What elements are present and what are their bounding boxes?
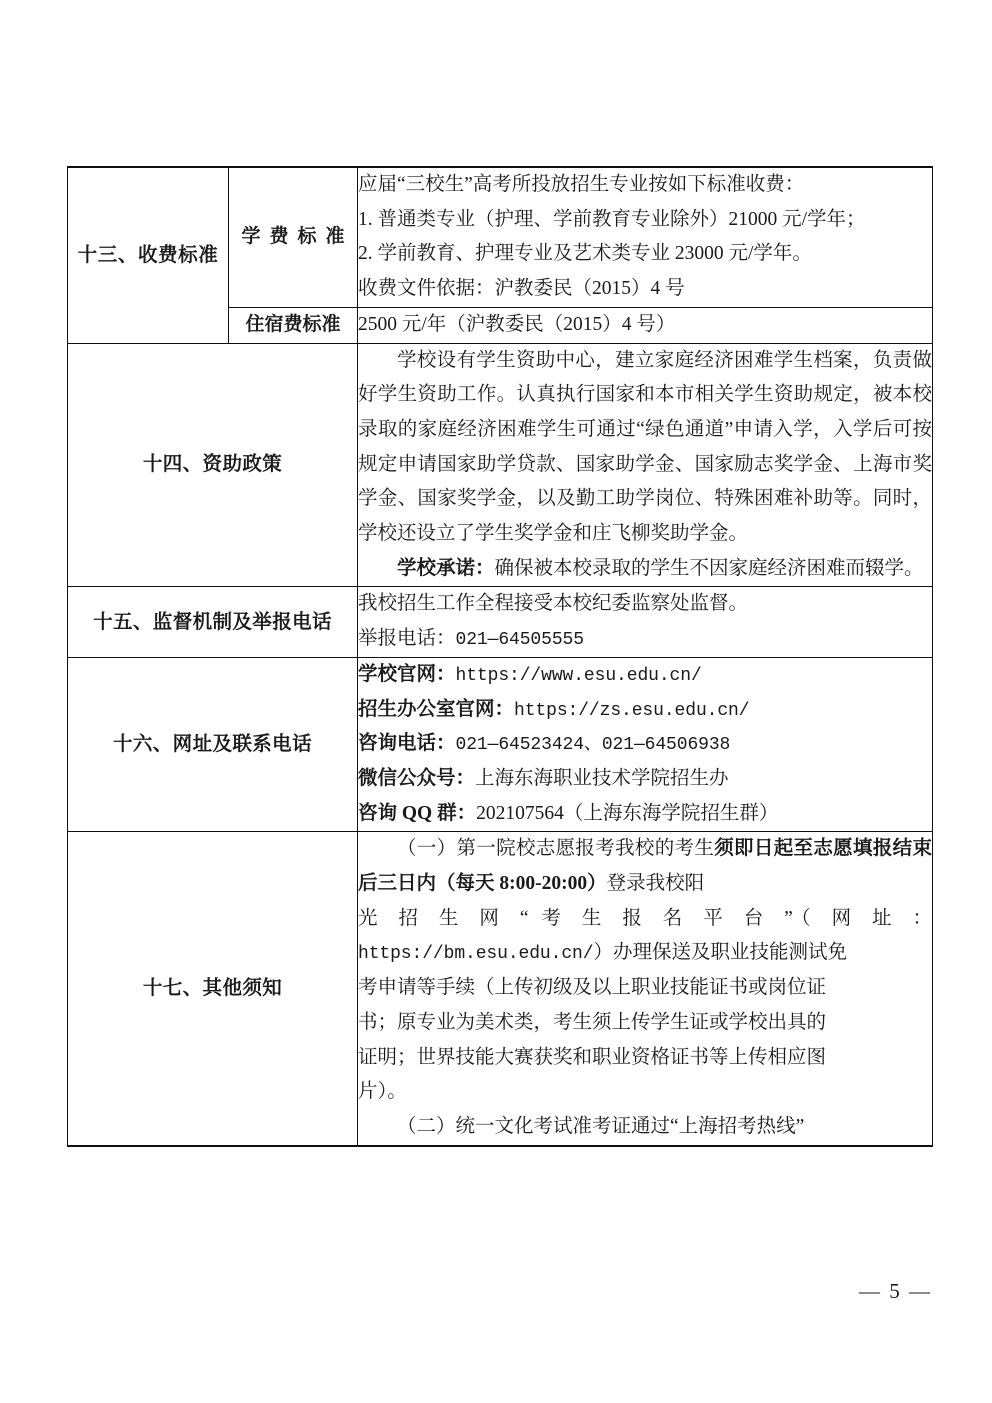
contact-key-official-website: 学校官网： bbox=[358, 663, 456, 685]
contact-official-website bbox=[358, 658, 932, 693]
tuition-line-3: 2. 学前教育、护理专业及艺术类专业 23000 元/学年。 bbox=[358, 243, 812, 265]
contact-qq-group bbox=[358, 797, 932, 832]
supervision-line-2 bbox=[358, 622, 932, 657]
contact-value-wechat: 上海东海职业技术学院招生办 bbox=[475, 767, 729, 789]
table-row-fee-tuition bbox=[68, 167, 933, 307]
notice-line-platform: 光 招 生 网 “ 考 生 报 名 平 台 ”（ 网 址 ： bbox=[358, 907, 932, 929]
notice-line-7: 片）。 bbox=[358, 1081, 407, 1103]
cell-dorm-content bbox=[358, 307, 933, 343]
sub-label-dorm-standard: 住宿费标准 bbox=[229, 307, 358, 343]
row-label-website-and-contacts: 十六、网址及联系电话 bbox=[68, 657, 358, 832]
contact-phone bbox=[358, 727, 932, 762]
contact-key-phone: 咨询电话： bbox=[358, 733, 456, 755]
report-phone-value: 021—64505555 bbox=[455, 630, 584, 651]
page-number: — 5 — bbox=[859, 1279, 932, 1303]
admission-info-table bbox=[67, 166, 933, 1147]
notice-line-5: 书；原专业为美术类，考生须上传学生证或学校出具的 bbox=[358, 1011, 827, 1033]
notice-line-url bbox=[358, 936, 932, 971]
tuition-line-4: 收费文件依据：沪教委民（2015）4 号 bbox=[358, 278, 685, 300]
cell-financial-aid-content bbox=[358, 343, 933, 587]
notice-line-6: 证明；世界技能大赛获奖和职业资格证书等上传相应图 bbox=[358, 1046, 827, 1068]
dorm-line-1: 2500 元/年（沪教委民（2015）4 号） bbox=[358, 313, 676, 335]
contact-admissions-website bbox=[358, 693, 932, 728]
contact-value-qq-group: 202107564（上海东海学院招生群） bbox=[476, 802, 779, 824]
cell-tuition-content bbox=[358, 167, 933, 307]
notice-paragraph-1 bbox=[358, 832, 932, 901]
contact-key-qq-group: 咨询 QQ 群： bbox=[358, 802, 477, 824]
tuition-line-2: 1. 普通类专业（护理、学前教育专业除外）21000 元/学年； bbox=[358, 208, 866, 230]
cell-supervision-content bbox=[358, 587, 933, 657]
notice-text-bold: 须即日起至志愿填报结束后三日内（每天 8:00-20:00） bbox=[358, 838, 932, 895]
contact-key-admissions-website: 招生办公室官网： bbox=[358, 698, 515, 720]
contact-wechat bbox=[358, 762, 932, 797]
aid-promise-text: 确保被本校录取的学生不因家庭经济困难而辍学。 bbox=[494, 557, 924, 579]
supervision-line-1: 我校招生工作全程接受本校纪委监察处监督。 bbox=[358, 593, 749, 615]
notice-text-part1: （一）第一院校志愿报考我校的考生 bbox=[397, 838, 715, 860]
notice-line-4: 考申请等手续（上传初级及以上职业技能证书或岗位证 bbox=[358, 977, 827, 999]
aid-promise-label: 学校承诺： bbox=[397, 557, 495, 579]
cell-other-notices-content bbox=[358, 832, 933, 1146]
cell-contacts-content bbox=[358, 657, 933, 832]
contact-value-phone: 021—64523424、021—64506938 bbox=[455, 735, 731, 756]
row-label-fee-standard: 十三、收费标准 bbox=[68, 167, 229, 343]
notice-paragraph-2: （二）统一文化考试准考证通过“上海招考热线” bbox=[397, 1115, 805, 1137]
contact-value-admissions-website[interactable]: https://zs.esu.edu.cn/ bbox=[514, 700, 750, 721]
table-row-contacts bbox=[68, 657, 933, 832]
table-row-other-notices bbox=[68, 832, 933, 1146]
notice-text-part2: 登录我校阳 bbox=[606, 873, 705, 895]
table-row-supervision bbox=[68, 587, 933, 657]
notice-line-url-rest: ）办理保送及职业技能测试免 bbox=[593, 942, 847, 964]
report-phone-label: 举报电话： bbox=[358, 628, 456, 650]
row-label-supervision: 十五、监督机制及举报电话 bbox=[68, 587, 358, 657]
tuition-line-1: 应届“三校生”高考所投放招生专业按如下标准收费： bbox=[358, 174, 805, 195]
aid-paragraph-2 bbox=[358, 552, 932, 587]
row-label-other-notices: 十七、其他须知 bbox=[68, 832, 358, 1146]
contact-key-wechat: 微信公众号： bbox=[358, 767, 476, 789]
row-label-financial-aid-policy: 十四、资助政策 bbox=[68, 343, 358, 587]
notice-registration-url[interactable]: https://bm.esu.edu.cn/ bbox=[358, 944, 594, 965]
aid-paragraph-1: 学校设有学生资助中心，建立家庭经济困难学生档案，负责做好学生资助工作。认真执行国家和本市相关学生资助规定，被本校录取的家庭经济困难学生可通过“绿色通道”申请入学，入学后可按规定申请国家助学贷款、国家助学金、国家励志奖学金、上海市奖学金、国家奖学金，以及勤工助学岗位、特殊困难补助等。同时，学校还设立了学生奖学金和庄飞柳奖助学金。 bbox=[358, 349, 932, 545]
contact-value-official-website[interactable]: https://www.esu.edu.cn/ bbox=[455, 665, 702, 686]
sub-label-tuition-standard: 学费标准 bbox=[229, 167, 358, 307]
table-row-financial-aid bbox=[68, 343, 933, 587]
